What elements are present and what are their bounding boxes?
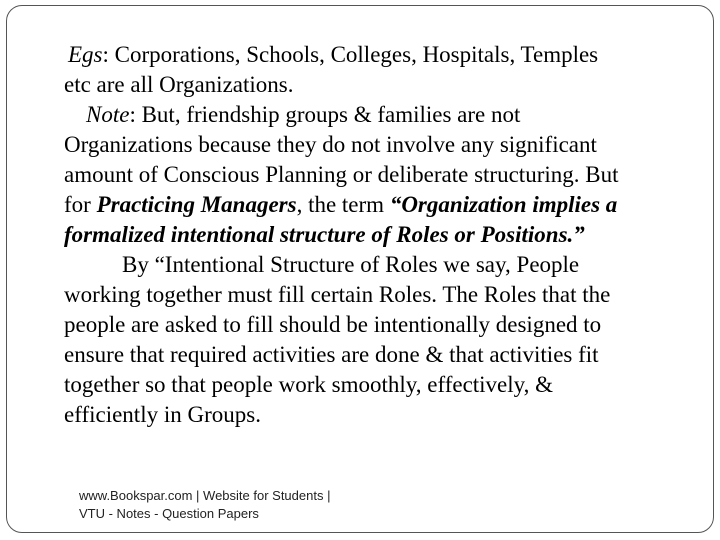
egs-line-2: etc are all Organizations.	[64, 72, 294, 97]
note-line-4-a: for	[64, 192, 97, 217]
by-line-4: ensure that required activities are done & that activities fit	[64, 342, 599, 367]
egs-label: Egs	[68, 42, 103, 67]
note-line-2: Organizations because they do not involve any significant	[64, 132, 597, 157]
egs-line-1	[64, 40, 704, 70]
note-label: Note	[86, 102, 130, 127]
note-text-1: : But, friendship groups & families are not	[129, 102, 521, 127]
by-line-1: By “Intentional Structure of Roles we say, People	[122, 252, 580, 277]
by-line-2: working together must fill certain Roles. The Roles that the	[64, 282, 611, 307]
footer-line-2: VTU - Notes - Question Papers	[79, 506, 259, 521]
by-line-5: together so that people work smoothly, effectively, &	[64, 372, 554, 397]
footer-line-1: www.Bookspar.com | Website for Students |	[79, 488, 331, 503]
egs-text-1: : Corporations, Schools, Colleges, Hospitals, Temples	[102, 42, 599, 67]
note-line-4-c: , the term	[296, 192, 390, 217]
by-line-6: efficiently in Groups.	[64, 402, 261, 427]
organization-definition-end: formalized intentional structure of Roles or Positions.”	[64, 222, 585, 247]
note-line-1	[64, 100, 704, 130]
note-line-3: amount of Conscious Planning or deliberate structuring. But	[64, 162, 619, 187]
note-line-4	[64, 190, 704, 220]
slide-body-text	[64, 40, 704, 430]
practicing-managers-phrase: Practicing Managers	[96, 192, 297, 217]
organization-definition-start: “Organization implies a	[389, 192, 618, 217]
slide-footer	[79, 487, 330, 523]
by-line-3: people are asked to fill should be intentionally designed to	[64, 312, 602, 337]
